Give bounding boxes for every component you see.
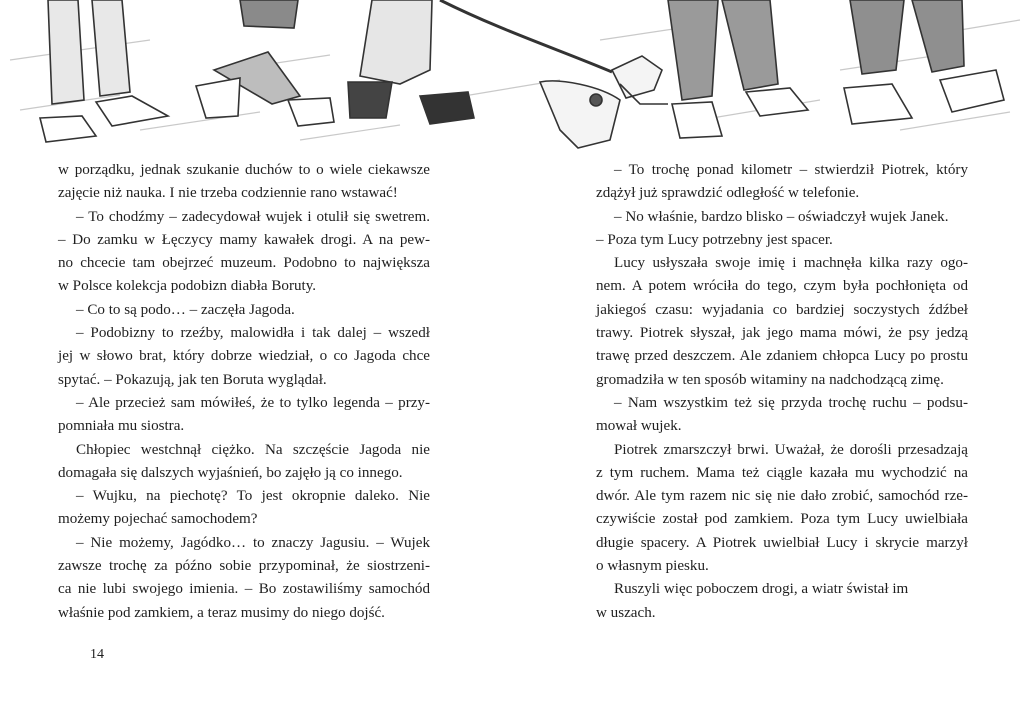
text-line: jej w słowo brat, który dobrze wiedział, o co Jagoda chce [58, 348, 430, 365]
text-line: – Nie możemy, Jagódko… to znaczy Jagusiu. – Wujek [76, 534, 430, 551]
text-line: zdążył już sprawdzić odległość w telefonie. [596, 185, 860, 202]
text-line: domagała się dalszych wyjaśnień, bo zajęło ją co innego. [58, 464, 403, 481]
text-line: no chcecie tam obejrzeć muzeum. Podobno to największa [58, 255, 430, 272]
text-line: długie spacery. A Piotrek uwielbiał Lucy i skrycie marzył [596, 534, 968, 551]
text-line: pomniała mu siostra. [58, 418, 185, 435]
text-line: zajęcie niż nauka. I nie trzeba codziennie rano wstawać! [58, 185, 398, 202]
text-line: trawy. Piotrek słyszał, jak jego mama mówi, że psy jedzą [596, 325, 968, 342]
text-line: jakiegoś czasu: wyjadania co bardziej soczystych źdźbeł [596, 301, 968, 318]
text-line: Lucy usłyszała swoje imię i machnęła kilka razy ogo- [614, 255, 968, 272]
text-line: Piotrek zmarszczył brwi. Uważał, że dorośli przesadzają [614, 441, 968, 458]
text-line: – Poza tym Lucy potrzebny jest spacer. [596, 231, 833, 248]
text-line: właśnie pod zamkiem, a teraz musimy do niego dojść. [58, 604, 385, 621]
text-line: w Polsce kolekcja podobizn diabła Boruty. [58, 278, 317, 295]
text-line: gromadziła w ten sposób witaminy na nadchodzącą zimę. [596, 371, 944, 388]
text-line: – Ale przecież sam mówiłeś, że to tylko legenda – przy- [76, 394, 430, 411]
text-line: dwór. Ale tym razem nic się nie dało zrobić, samochód rze- [596, 488, 968, 505]
text-line: Ruszyli więc poboczem drogi, a wiatr świstał im [614, 581, 909, 598]
text-line: – Nam wszystkim też się przyda trochę ruchu – podsu- [614, 394, 968, 411]
text-line: ca nie lubi swojego imienia. – Bo zostawiliśmy samochód [58, 581, 430, 598]
text-line: – To trochę ponad kilometr – stwierdził Piotrek, który [614, 162, 968, 178]
text-line: możemy pojechać samochodem? [58, 511, 258, 528]
text-line: w uszach. [596, 604, 656, 621]
right-text-column [596, 159, 968, 625]
text-line: Chłopiec westchnął ciężko. Na szczęście Jagoda nie [76, 441, 430, 458]
walking-people-and-dog-illustration [0, 0, 1024, 160]
text-line: nem. A potem wróciła do tego, czym była pochłonięta od [596, 278, 968, 295]
text-line: – No właśnie, bardzo blisko – oświadczył wujek Janek. [614, 208, 949, 225]
text-line: – Podobizny to rzeźby, malowidła i tak dalej – wszedł [76, 325, 430, 342]
text-line: w porządku, jednak szukanie duchów to o wiele ciekawsze [58, 162, 430, 178]
left-text-column [58, 159, 430, 625]
text-line: zawsze trochę za późno sobie przypominał, że siostrzeni- [58, 558, 430, 575]
text-line: trawę przed deszczem. Ale zdaniem chłopca Lucy po prostu [596, 348, 968, 365]
text-line: – Wujku, na piechotę? To jest okropnie daleko. Nie [76, 488, 430, 505]
text-line: spytać. – Pokazują, jak ten Boruta wyglądał. [58, 371, 327, 388]
text-line: o własnym piesku. [596, 558, 709, 575]
text-line: – Co to są podo… – zaczęła Jagoda. [76, 301, 295, 318]
page-number: 14 [90, 647, 104, 662]
text-line: czywiście został pod zamkiem. Poza tym Lucy uwielbiała [596, 511, 968, 528]
text-line: mował wujek. [596, 418, 682, 435]
text-line: – Do zamku w Łęczycy mamy kawałek drogi. A na pew- [58, 231, 430, 248]
text-line: z tym ruchem. Mama też ciągle kazała mu wychodzić na [596, 464, 968, 481]
text-line: – To chodźmy – zadecydował wujek i otulił się swetrem. [76, 208, 430, 225]
